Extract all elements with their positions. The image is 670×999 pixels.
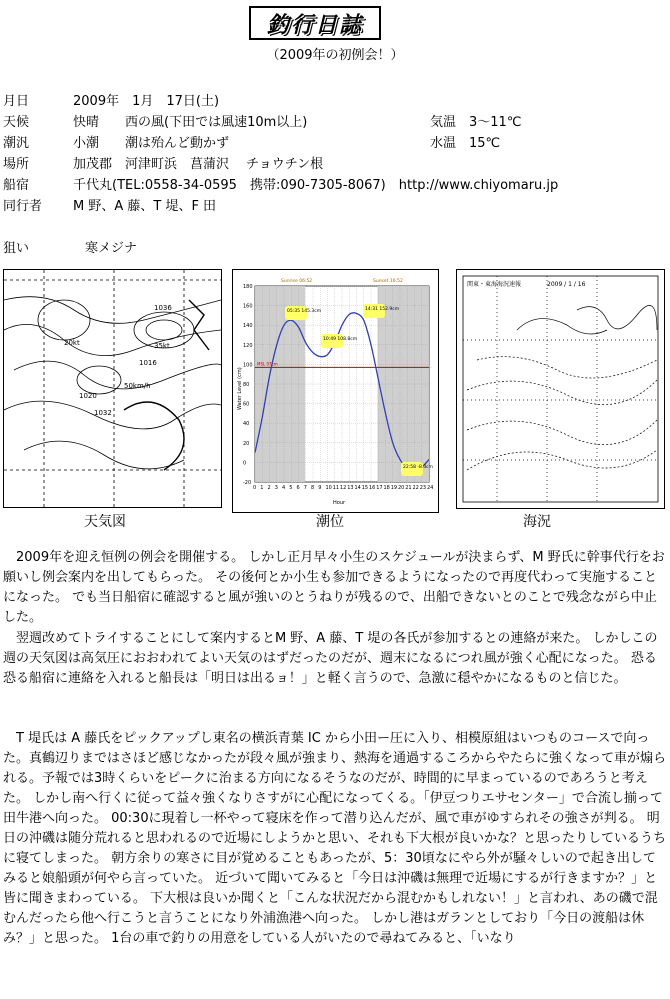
sea-condition-map bbox=[456, 269, 665, 509]
x-tick-label: 19 bbox=[390, 485, 398, 491]
tide-label: 潮汎 bbox=[3, 136, 30, 151]
sunrise-label: Sunrise 06:52 bbox=[281, 279, 313, 284]
x-tick-label: 17 bbox=[376, 485, 383, 491]
air-temperature: 気温 3～11℃ bbox=[430, 115, 522, 130]
date-value: 2009年 1月 17日(土) bbox=[73, 94, 220, 109]
x-tick-label: 22 bbox=[412, 485, 419, 491]
paragraph-third: T 堤氏は A 藤氏をピックアップし東名の横浜青葉 IC から小田ー圧に入り、相模原組はいつものコースで向った。真鶴辺りまではさほど感じなかったが段々風が強まり、熱海を通過するころからやたらに強くなって車が煽られる。予報では3時くらいをピークに治まる方向になるそうなのだが、時間的に早まっているのであろうと考えた。 しかし南へ行くに従って益々強くなりさすがに心配になってくる。「伊豆つりエサセンター」で合流し揃って田牛港へ向った。 00:30に現着し一杯やって寝床を作って潜り込んだが、風で車がゆすられその強さが判る。 明日の沖磯は随分荒れると思われるので近場にしようかと思い、それも下大根が良いかな？と思ったりしているうちに寝てしまった。 朝方余りの寒さに目が覚めることもあったが、5：30頃なにやら外が騒々しいので起き出してみると娘船頭が何やら言っていた。 近づいて聞いてみると「今日は沖磯は無理で近場にするが行きますか？」と皆に聞きまわっている。 下大根は良いか聞くと「こんな状況だから混むかもしれない！」と言われ、あの磯で混むんだったら他へ行こうと言うことになり外浦漁港へ向った。 しかし港はガランとしており「今日の渡船は休み？」と思った。 1台の車で釣りの用意をしている人がいたので尋ねてみると、「いなり bbox=[3, 731, 667, 946]
x-tick-label: 1 bbox=[260, 485, 264, 491]
tide-annotation: 10:49 108.8cm bbox=[323, 337, 358, 342]
tide-annotation: 22:58 -8.3cm bbox=[403, 465, 434, 470]
sea-map-date: 2009 / 1 / 16 bbox=[547, 281, 586, 288]
tide-msl-label: MSL 97cm bbox=[257, 361, 278, 367]
x-tick-label: 13 bbox=[347, 485, 354, 491]
x-tick-label: 10 bbox=[325, 485, 332, 491]
x-tick-label: 20 bbox=[398, 485, 405, 491]
weather-map-wind-label: 35kt bbox=[154, 342, 170, 350]
y-tick-label: 140 bbox=[243, 323, 253, 330]
boat-value: 千代丸(TEL:0558-34-0595 携帯:090-7305-8067) http://www.chiyomaru.jp bbox=[73, 178, 559, 193]
y-tick-label: -20 bbox=[243, 480, 252, 486]
tide-annotation: 14:31 152.9cm bbox=[365, 307, 400, 312]
y-tick-label: 100 bbox=[243, 362, 253, 369]
weather-map-pressure-label: 1016 bbox=[139, 359, 157, 367]
weather-map-wind-label: 20kt bbox=[64, 339, 80, 347]
companions-label: 同行者 bbox=[3, 199, 43, 214]
water-temperature: 水温 15℃ bbox=[430, 136, 501, 151]
weather-map bbox=[3, 269, 222, 508]
weather-value: 快晴 西の風(下田では風速10m以上) bbox=[73, 115, 308, 130]
y-tick-label: 180 bbox=[243, 284, 253, 290]
tide-chart-svg bbox=[233, 270, 438, 512]
x-tick-label: 7 bbox=[303, 485, 307, 491]
x-tick-label: 18 bbox=[383, 485, 390, 491]
weather-map-pressure-label: 1032 bbox=[94, 409, 112, 417]
x-tick-label: 12 bbox=[340, 485, 347, 491]
y-tick-label: 160 bbox=[243, 303, 253, 310]
x-tick-label: 0 bbox=[253, 485, 257, 491]
y-tick-label: 0 bbox=[243, 460, 247, 467]
x-tick-label: 8 bbox=[311, 485, 315, 491]
x-tick-label: 5 bbox=[289, 485, 293, 491]
sunset-label: Sunset 16:52 bbox=[373, 279, 403, 284]
weather-map-caption: 天気図 bbox=[84, 514, 126, 530]
weather-map-wind-label: 50km/h bbox=[124, 382, 151, 390]
x-tick-label: 6 bbox=[296, 485, 300, 491]
x-tick-label: 11 bbox=[332, 485, 340, 491]
sea-map-caption: 海況 bbox=[523, 514, 551, 530]
sea-map-drawing bbox=[457, 270, 664, 508]
x-tick-label: 3 bbox=[274, 485, 278, 491]
x-tick-label: 9 bbox=[318, 485, 322, 491]
x-tick-label: 24 bbox=[427, 485, 434, 491]
x-tick-label: 21 bbox=[405, 485, 412, 491]
tide-chart bbox=[232, 269, 439, 513]
page-title: 釣行日誌 bbox=[266, 11, 363, 38]
paragraph-second: 翌週改めてトライすることにして案内するとM 野、A 藤、T 堤の各氏が参加するとの連絡が来た。 しかしこの週の天気図は高気圧におおわれてよい天気のはずだったのだが、週末になるにつれ風が強く心配になった。 恐る恐る船宿に連絡を入れると船長は「明日は出るョ！」と軽く言うので、急激に穏やかになるものと信じた。 bbox=[3, 631, 658, 686]
page-subtitle: （2009年の初例会！） bbox=[266, 48, 404, 63]
date-label: 月日 bbox=[3, 94, 30, 109]
weather-map-pressure-label: 1020 bbox=[79, 392, 97, 400]
y-tick-label: 60 bbox=[243, 401, 250, 408]
target-value: 寒メジナ bbox=[85, 241, 138, 256]
tide-xlabel: Hour bbox=[333, 500, 346, 506]
sea-map-title: 関東・東海海況速報 bbox=[467, 281, 522, 288]
paragraph-intro: 2009年を迎え恒例の例会を開催する。 しかし正月早々小生のスケジュールが決まらず、M 野氏に幹事代行をお願いし例会案内を出してもらった。 その後何とか小生も参加できるようになったので再度代わって実施することになった。 でも当日船宿に確認すると風が強いのとうねりが残るので、出船できないとのことで残念ながら中止した。 bbox=[3, 550, 665, 625]
x-tick-label: 15 bbox=[361, 485, 369, 491]
companions-value: M 野、A 藤、T 堤、F 田 bbox=[73, 199, 217, 214]
x-tick-label: 23 bbox=[419, 485, 427, 491]
place-value: 加茂郡 河津町浜 菖蒲沢 チョウチン根 bbox=[73, 157, 324, 172]
y-tick-label: 20 bbox=[243, 440, 250, 447]
weather-map-drawing bbox=[4, 270, 221, 507]
tide-ylabel: Water Level (cm) bbox=[237, 367, 243, 410]
y-tick-label: 80 bbox=[243, 382, 250, 388]
tide-chart-caption: 潮位 bbox=[316, 514, 344, 530]
tide-value: 小潮 潮は殆んど動かず bbox=[73, 136, 230, 151]
boat-label: 船宿 bbox=[3, 178, 30, 193]
tide-annotation: 05:35 145.3cm bbox=[287, 309, 322, 314]
x-tick-label: 14 bbox=[354, 485, 361, 491]
x-tick-label: 4 bbox=[282, 485, 286, 491]
x-tick-label: 2 bbox=[267, 485, 271, 491]
place-label: 場所 bbox=[3, 157, 30, 172]
weather-label: 天候 bbox=[3, 115, 30, 130]
title-banner bbox=[249, 6, 381, 40]
y-tick-label: 40 bbox=[243, 421, 250, 428]
x-tick-label: 16 bbox=[369, 485, 376, 491]
weather-map-pressure-label: 1036 bbox=[154, 304, 172, 312]
target-label: 狙い bbox=[3, 241, 30, 256]
y-tick-label: 120 bbox=[243, 342, 253, 349]
